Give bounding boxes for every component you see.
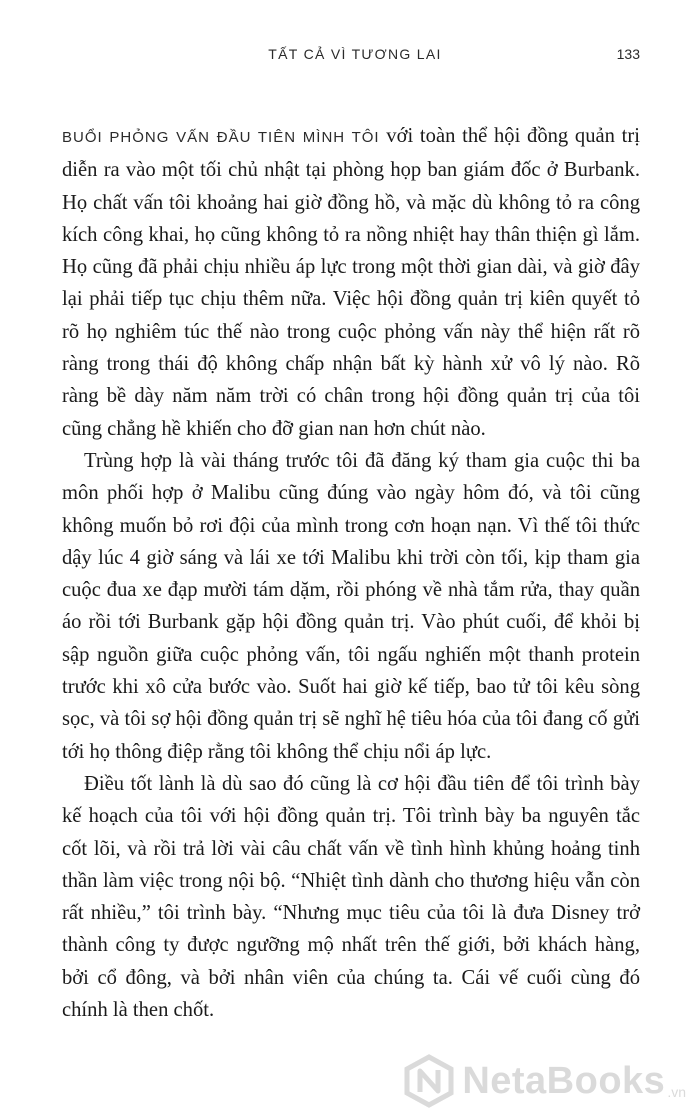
running-header [70,44,640,68]
watermark-brand: NetaBooks [462,1059,666,1102]
lead-in-small-caps: BUỔI PHỎNG VẤN ĐẦU TIÊN MÌNH TÔI [62,129,380,146]
paragraph-2 [62,445,640,768]
watermark-tld: .vn [667,1084,686,1100]
watermark [402,1052,686,1110]
paragraph-3-text: Điều tốt lành là dù sao đó cũng là cơ hội đầu tiên để tôi trình bày kế hoạch của tôi với hội đồng quản trị. Tôi trình bày ba nguyên tắc cốt lõi, và rồi trả lời vài câu chất vấn về tình hình khủng hoảng tinh thần làm việc trong nội bộ. “Nhiệt tình dành cho thương hiệu vẫn còn rất nhiều,” tôi trình bày. “Nhưng mục tiêu của tôi là đưa Disney trở thành công ty được ngưỡng mộ nhất trên thế giới, bởi khách hàng, bởi cổ đông, và bởi nhân viên của chúng ta. Cái vế cuối cùng đó chính là then chốt. [62,772,640,1022]
chapter-title: TẤT CẢ VÌ TƯƠNG LAI [268,46,442,62]
paragraph-1 [62,120,640,445]
page-number: 133 [616,46,640,62]
netabooks-logo-icon [402,1054,456,1108]
body-text [62,120,640,1026]
paragraph-1-text: với toàn thể hội đồng quản trị diễn ra vào một tối chủ nhật tại phòng họp ban giám đốc ở Burbank. Họ chất vấn tôi khoảng hai giờ đồng hồ, và mặc dù không tỏ ra công kích công khai, họ cũng không tỏ ra nồng nhiệt hay thân thiện gì lắm. Họ cũng đã phải chịu nhiều áp lực trong một thời gian dài, và giờ đây lại phải tiếp tục chịu thêm nữa. Việc hội đồng quản trị kiên quyết tỏ rõ họ nghiêm túc thế nào trong cuộc phỏng vấn này thể hiện rất rõ ràng trong thái độ không chấp nhận bất kỳ hành xử vô lý nào. Rõ ràng bề dày năm năm trời có chân trong hội đồng quản trị của tôi cũng chẳng hề khiến cho đỡ gian nan hơn chút nào. [62,125,640,440]
paragraph-2-text: Trùng hợp là vài tháng trước tôi đã đăng ký tham gia cuộc thi ba môn phối hợp ở Malibu cũng đúng vào ngày hôm đó, và tôi cũng không muốn bỏ rơi đội của mình trong cơn hoạn nạn. Vì thế tôi thức dậy lúc 4 giờ sáng và lái xe tới Malibu khi trời còn tối, kịp tham gia cuộc đua xe đạp mười tám dặm, rồi phóng về nhà tắm rửa, thay quần áo rồi tới Burbank gặp hội đồng quản trị. Vào phút cuối, để khỏi bị sập nguồn giữa cuộc phỏng vấn, tôi ngấu nghiến một thanh protein trước khi xô cửa bước vào. Suốt hai giờ kế tiếp, bao tử tôi kêu sòng sọc, và tôi sợ hội đồng quản trị sẽ nghĩ hệ tiêu hóa của tôi đang cố gửi tới họ thông điệp rằng tôi không thể chịu nổi áp lực. [62,449,640,763]
paragraph-3 [62,768,640,1026]
